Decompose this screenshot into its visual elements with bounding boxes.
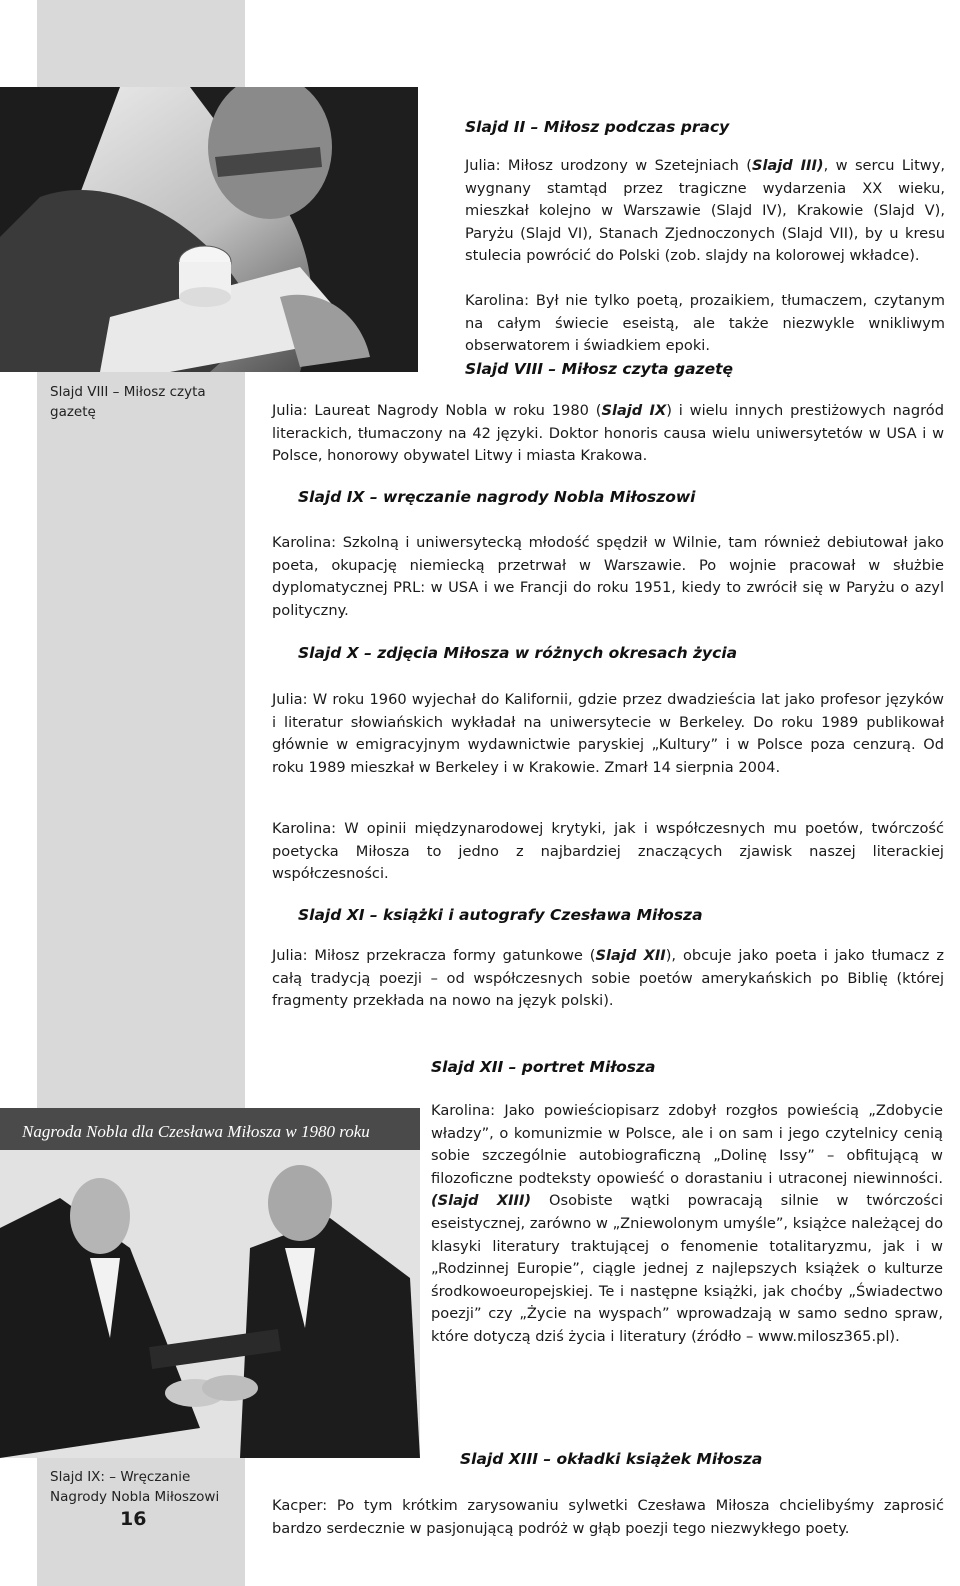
photo-milosz-reading bbox=[0, 87, 418, 372]
paragraph-slajd-9-karolina: Karolina: Szkolną i uniwersytecką młodość spędził w Wilnie, tam również debiutował jako poeta, okupację niemiecką przetrwał w Warszawie. Po wojnie pracował w służbie dyplomatycznej PRL: w USA i we Francji do roku 1951, kiedy to zwrócił się w Paryżu o azyl polityczny. bbox=[272, 534, 944, 619]
photo2-banner-text: Nagroda Nobla dla Czesława Miłosza w 1980 roku bbox=[22, 1122, 370, 1141]
paragraph-slajd-12-karolina: Karolina: Jako powieściopisarz zdobył rozgłos powieścią „Zdobycie władzy”, o komunizmie w Polsce, ale i on sam i jego czytelnicy cenią sobie szczególnie autobiograficzną „Dolinę Issy” – obfitującą w filozoficzne podteksty opowieść o dorastaniu i utraconej niewinności. (Slajd XIII) Osobiste wątki powracają silnie w twórczości eseistycznej, zarówno w „Zniewolonym umyśle”, książce należącej do klasyki literatury traktującej o fenomenie totalitaryzmu, jak i w „Rodzinnej Europie”, ciągle jednej z najlepszych książek o kulturze środkowoeuropejskiej. Te i następne książki, jak choćby „Świadectwo poezji” czy „Życie na wyspach” wprowadzają w samo sedno spraw, które dotyczą dziś życia i literatury (źródło – www.milosz365.pl). bbox=[431, 1102, 943, 1345]
photo-nobel-ceremony bbox=[0, 1108, 420, 1458]
heading-slajd-12: Slajd XII – portret Miłosza bbox=[431, 1058, 656, 1076]
paragraph-slajd-10-karolina: Karolina: W opinii międzynarodowej krytyki, jak i współczesnych mu poetów, twórczość poetycka Miłosza to jedno z najbardziej znaczących zjawisk naszej literackiej współczesności. bbox=[272, 820, 944, 883]
heading-slajd-2: Slajd II – Miłosz podczas pracy bbox=[465, 118, 730, 136]
heading-slajd-8: Slajd VIII – Miłosz czyta gazetę bbox=[465, 360, 734, 378]
paragraph-slajd-11-julia: Julia: Miłosz przekracza formy gatunkowe (Slajd XII), obcuje jako poeta i jako tłumacz z całą tradycją poezji – od współczesnych sobie poetów amerykańskich po Biblię (której fragmenty przekłada na nowo na język polski). bbox=[272, 947, 945, 1010]
heading-slajd-13: Slajd XIII – okładki książek Miłosza bbox=[460, 1450, 763, 1468]
paragraph-slajd-2-julia: Julia: Miłosz urodzony w Szetejniach (Slajd III), w sercu Litwy, wygnany stamtąd przez tragiczne wydarzenia XX wieku, mieszkał kolejno w Warszawie (Slajd IV), Krakowie (Slajd V), Paryżu (Slajd VI), Stanach Zjednoczonych (Slajd VII), by u kresu stulecia powrócić do Polski (zob. slajdy na kolorowej wkładce). bbox=[465, 157, 945, 265]
paragraph-slajd-2-karolina: Karolina: Był nie tylko poetą, prozaikiem, tłumaczem, czytanym na całym świecie eseistą, ale także niezwykle wnikliwym obserwatorem i świadkiem epoki. bbox=[465, 292, 945, 355]
photo2-caption: Slajd IX: – Wręczanie Nagrody Nobla Miłoszowi bbox=[50, 1469, 220, 1505]
page-number: 16 bbox=[120, 1508, 147, 1530]
photo1-caption: Slajd VIII – Miłosz czyta gazetę bbox=[50, 384, 206, 420]
heading-slajd-9: Slajd IX – wręczanie nagrody Nobla Miłoszowi bbox=[298, 488, 696, 506]
heading-slajd-10: Slajd X – zdjęcia Miłosza w różnych okresach życia bbox=[298, 644, 738, 662]
paragraph-slajd-13-kacper: Kacper: Po tym krótkim zarysowaniu sylwetki Czesława Miłosza chcielibyśmy zaprosić bardzo serdecznie w pasjonującą podróż w głąb poezji tego niezwykłego poety. bbox=[272, 1497, 944, 1537]
paragraph-slajd-8-julia: Julia: Laureat Nagrody Nobla w roku 1980 (Slajd IX) i wielu innych prestiżowych nagród literackich, tłumaczony na 42 języki. Doktor honoris causa wielu uniwersytetów w USA i w Polsce, honorowy obywatel Litwy i miasta Krakowa. bbox=[272, 402, 944, 465]
paragraph-slajd-10-julia: Julia: W roku 1960 wyjechał do Kalifornii, gdzie przez dwadzieścia lat jako profesor języków i literatur słowiańskich wykładał na uniwersytecie w Berkeley. Do roku 1989 publikował głównie w emigracyjnym wydawnictwie paryskiej „Kultury” i w Polsce poza cenzurą. Od roku 1989 mieszkał w Berkeley i w Krakowie. Zmarł 14 sierpnia 2004. bbox=[272, 691, 944, 776]
heading-slajd-11: Slajd XI – książki i autografy Czesława Miłosza bbox=[298, 906, 703, 924]
